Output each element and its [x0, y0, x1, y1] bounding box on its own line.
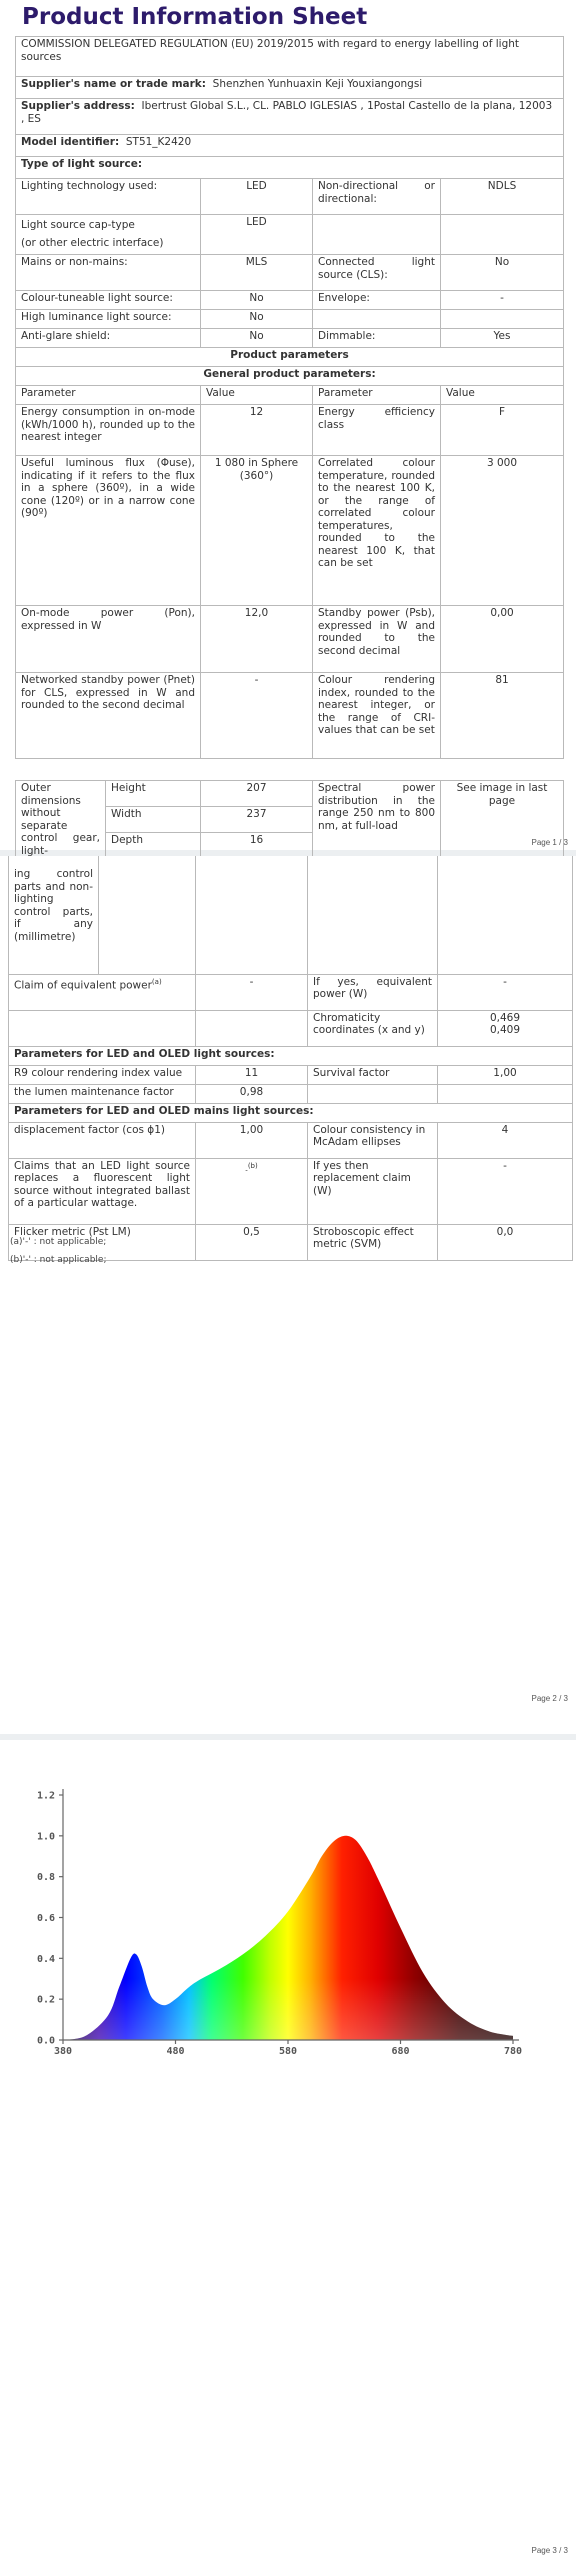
x-tick-label: 780 [503, 2046, 523, 2057]
product-parameters-heading: Product parameters [16, 348, 564, 367]
chroma-value [438, 1010, 573, 1046]
r9-value: 11 [196, 1065, 308, 1084]
type-value: MLS [201, 255, 313, 291]
model-row [16, 135, 564, 157]
dimensions-label: Outer dimensions without separate control gear, light- [16, 781, 106, 859]
type-value: No [441, 255, 564, 291]
footnote-a: (a)'-' : not applicable; [10, 1237, 107, 1247]
param-label: Useful luminous flux (Φuse), indicating if it refers to the flux in a sphere (360º), in a wide cone (120º) or in a narrow cone (90º) [16, 456, 201, 606]
type-value: Yes [441, 329, 564, 348]
equiv-power-value: - [196, 974, 308, 1010]
type-param: Connected light source (CLS): [313, 255, 441, 291]
r9-label: R9 colour rendering index value [9, 1065, 196, 1084]
type-value: No [201, 310, 313, 329]
column-header: Parameter [313, 386, 441, 405]
type-param [16, 215, 201, 255]
general-parameters-heading: General product parameters: [16, 367, 564, 386]
empty-cell [196, 1010, 308, 1046]
param-label: Networked standby power (Pnet) for CLS, expressed in W and rounded to the second decimal [16, 673, 201, 759]
continuation-table [8, 856, 573, 1261]
regulation-text: COMMISSION DELEGATED REGULATION (EU) 2019/2015 with regard to energy labelling of light sources [16, 37, 564, 77]
page-1 [0, 0, 576, 857]
flicker-value: 0,5 [196, 1224, 308, 1260]
type-param: Mains or non-mains: [16, 255, 201, 291]
replace-value: - [438, 1158, 573, 1224]
column-header: Value [201, 386, 313, 405]
supplier-name-label: Supplier's name or trade mark: [21, 78, 206, 90]
param-label: On-mode power (Pon), expressed in W [16, 606, 201, 673]
lumen-maintenance-label: the lumen maintenance factor [9, 1084, 196, 1103]
type-param: Dimmable: [313, 329, 441, 348]
empty-cell [308, 1084, 438, 1103]
type-param: Non-directional or directional: [313, 179, 441, 215]
equiv-power-label [9, 974, 196, 1010]
x-tick-label: 380 [53, 2046, 73, 2057]
y-tick-label: 0.2 [36, 1994, 55, 2006]
mcadam-value: 4 [438, 1122, 573, 1158]
y-tick-label: 0.8 [36, 1872, 55, 1884]
lumen-maintenance-value: 0,98 [196, 1084, 308, 1103]
chroma-x: 0,469 [489, 1011, 521, 1024]
spectrum-area-shade [63, 1836, 513, 2040]
y-tick-label: 1.0 [36, 1831, 55, 1843]
type-param: Anti-glare shield: [16, 329, 201, 348]
supplier-name-row [16, 77, 564, 99]
equiv-yes-value: - [438, 974, 573, 1010]
column-header: Parameter [16, 386, 201, 405]
column-header: Value [441, 386, 564, 405]
chroma-label: Chromaticity coordinates (x and y) [308, 1010, 438, 1046]
dim-label: Depth [106, 832, 201, 858]
displacement-value: 1,00 [196, 1122, 308, 1158]
y-tick-label: 0.6 [36, 1913, 55, 1924]
claims-dash: - [245, 1166, 248, 1174]
dim-value: 237 [201, 806, 313, 832]
empty-cell [99, 856, 196, 974]
param-value: F [441, 405, 564, 456]
page-3 [0, 1740, 576, 2560]
type-param [313, 310, 441, 329]
type-param: High luminance light source: [16, 310, 201, 329]
footnote-ref-b: (b) [247, 1161, 258, 1170]
page-2 [0, 856, 576, 1734]
mains-params-heading: Parameters for LED and OLED mains light sources: [9, 1103, 573, 1122]
spectral-distribution-chart [0, 1740, 576, 2070]
dim-value: 16 [201, 832, 313, 858]
type-value: No [201, 329, 313, 348]
dim-value: 207 [201, 781, 313, 807]
param-value: - [201, 673, 313, 759]
model-identifier: ST51_K2420 [125, 136, 192, 148]
type-value [441, 310, 564, 329]
mcadam-label: Colour consistency in McAdam ellipses [308, 1122, 438, 1158]
type-param [313, 215, 441, 255]
type-param: Lighting technology used: [16, 179, 201, 215]
y-tick-label: 0.4 [36, 1953, 55, 1965]
param-label: Energy efficiency class [313, 405, 441, 456]
claims-value [196, 1158, 308, 1224]
displacement-label: displacement factor (cos ϕ1) [9, 1122, 196, 1158]
param-value: 81 [441, 673, 564, 759]
page-number: Page 2 / 3 [531, 1694, 568, 1703]
type-of-light-source-heading: Type of light source: [16, 157, 564, 179]
footnote-ref-a: (a) [151, 977, 162, 986]
dimensions-label-cont: ing control parts and non-lighting control parts, if any (millimetre) [9, 856, 99, 974]
supplier-address-label: Supplier's address: [21, 100, 135, 112]
y-tick-label: 1.2 [36, 1790, 55, 1802]
supplier-address: Ibertrust Global S.L., CL. PABLO IGLESIAS , 1Postal Castello de la plana, 12003 , ES [21, 100, 553, 125]
type-value: - [441, 291, 564, 310]
survival-label: Survival factor [308, 1065, 438, 1084]
x-tick-label: 480 [166, 2046, 185, 2057]
dim-label: Width [106, 806, 201, 832]
led-params-heading: Parameters for LED and OLED light sources: [9, 1046, 573, 1065]
cap-type-label: Light source cap-type [21, 219, 135, 231]
replace-label: If yes then replacement claim (W) [308, 1158, 438, 1224]
param-value: 12,0 [201, 606, 313, 673]
survival-value: 1,00 [438, 1065, 573, 1084]
chroma-y: 0,409 [489, 1024, 521, 1036]
param-value: 1 080 in Sphere (360°) [201, 456, 313, 606]
spd-label: Spectral power distribution in the range 250 nm to 800 nm, at full-load [313, 781, 441, 859]
model-label: Model identifier: [21, 136, 120, 148]
flicker-label: Flicker metric (Pst LM) [9, 1224, 196, 1260]
x-tick-label: 580 [278, 2046, 298, 2057]
supplier-name: Shenzhen Yunhuaxin Keji Youxiangongsi [212, 78, 423, 90]
type-value [441, 215, 564, 255]
param-label: Correlated colour temperature, rounded to the nearest 100 K, or the range of correlated colour temperatures, rounded to the nearest 100 K, that can be set [313, 456, 441, 606]
page-number: Page 3 / 3 [531, 2546, 568, 2555]
strobo-value: 0,0 [438, 1224, 573, 1260]
type-param: Envelope: [313, 291, 441, 310]
info-table [15, 36, 564, 759]
spd-value: See image in last page [441, 781, 564, 859]
equiv-yes-label: If yes, equivalent power (W) [308, 974, 438, 1010]
empty-cell [196, 856, 308, 974]
param-value: 3 000 [441, 456, 564, 606]
claims-label: Claims that an LED light source replaces a fluorescent light source without integrated ballast of a particular wattage. [9, 1158, 196, 1224]
page-number: Page 1 / 3 [531, 838, 568, 847]
cap-type-sublabel: (or other electric interface) [21, 237, 164, 249]
strobo-label: Stroboscopic effect metric (SVM) [308, 1224, 438, 1260]
spectrum-svg [0, 1740, 576, 2070]
param-value: 12 [201, 405, 313, 456]
type-param: Colour-tuneable light source: [16, 291, 201, 310]
empty-cell [9, 1010, 196, 1046]
param-label: Energy consumption in on-mode (kWh/1000 h), rounded up to the nearest integer [16, 405, 201, 456]
type-value: LED [201, 215, 313, 255]
empty-cell [308, 856, 438, 974]
footnote-b: (b)'-' : not applicable; [10, 1255, 107, 1265]
param-label: Colour rendering index, rounded to the nearest integer, or the range of CRI-values that can be set [313, 673, 441, 759]
equiv-power-text: Claim of equivalent power [14, 979, 152, 991]
param-label: Standby power (Psb), expressed in W and rounded to the second decimal [313, 606, 441, 673]
y-tick-label: 0.0 [36, 2035, 55, 2047]
supplier-address-row [16, 99, 564, 135]
empty-cell [438, 856, 573, 974]
dimensions-table [15, 780, 564, 859]
type-value: NDLS [441, 179, 564, 215]
empty-cell [438, 1084, 573, 1103]
x-tick-label: 680 [391, 2046, 410, 2057]
dim-label: Height [106, 781, 201, 807]
type-value: LED [201, 179, 313, 215]
param-value: 0,00 [441, 606, 564, 673]
page-title: Product Information Sheet [22, 4, 368, 30]
type-value: No [201, 291, 313, 310]
